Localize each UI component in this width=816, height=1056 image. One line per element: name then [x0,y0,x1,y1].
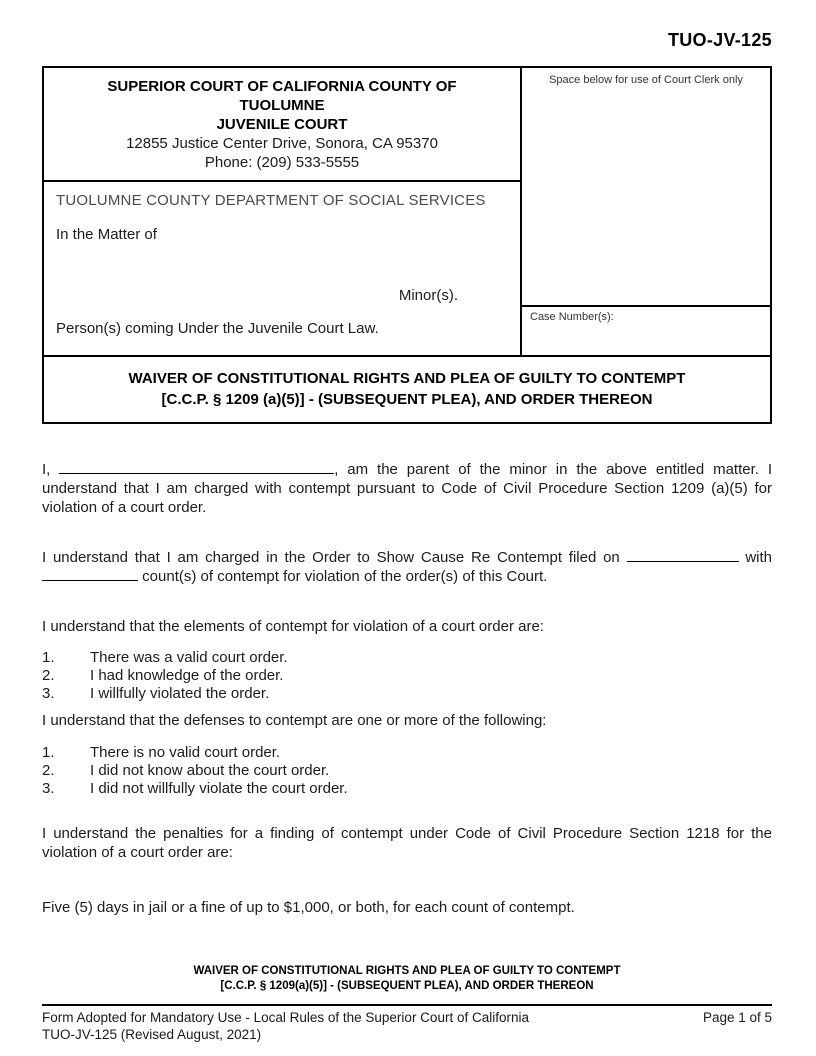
footer-revision-text: TUO-JV-125 (Revised August, 2021) [42,1027,262,1042]
form-body [42,460,772,917]
list-item-number: 1. [42,744,55,761]
penalties-text: Five (5) days in jail or a fine of up to $1,000, or both, for each count of contempt. [42,899,575,916]
caption-box [42,66,772,424]
footer-page-number: Page 1 of 5 [702,1010,772,1025]
elements-list [42,649,772,703]
persons-label: Person(s) coming Under the Juvenile Court Law. [56,320,379,337]
footer-title-line1: WAIVER OF CONSTITUTIONAL RIGHTS AND PLEA OF GUILTY TO CONTEMPT [193,965,621,977]
charge-paragraph [42,460,772,517]
counts-blank[interactable] [42,568,138,581]
defenses-intro: I understand that the defenses to contempt are one or more of the following: [42,712,547,729]
list-item-text: I did not willfully violate the court order. [90,780,348,797]
party-block [44,182,520,355]
footer-row1 [42,1009,772,1026]
court-name-line2: TUOLUMNE [239,97,325,114]
para2-part3: count(s) of contempt for violation of the order(s) of this Court. [142,568,548,585]
filed-date-blank[interactable] [627,549,739,562]
list-item [42,685,772,703]
para1-prefix: I, [42,461,51,478]
list-item [42,667,772,685]
court-address: 12855 Justice Center Drive, Sonora, CA 95370 [126,135,438,152]
form-id: TUO-JV-125 [667,30,772,50]
list-item-text: I had knowledge of the order. [90,667,284,684]
list-item-number: 2. [42,667,55,684]
clerk-space-label: Space below for use of Court Clerk only [549,74,743,86]
list-item-text: I did not know about the court order. [90,762,330,779]
caption-left-column [44,68,522,355]
list-item [42,744,772,762]
para2-part1: I understand that I am charged in the Order to Show Cause Re Contempt filed on [42,549,620,566]
list-item-text: There was a valid court order. [90,649,288,666]
footer-title-line2: [C.C.P. § 1209(a)(5)] - (SUBSEQUENT PLEA), AND ORDER THEREON [220,980,594,992]
list-item-text: There is no valid court order. [90,744,281,761]
form-title [44,355,770,422]
penalties-intro: I understand the penalties for a finding of contempt under Code of Civil Procedure Section 1218 for the violation of a court order are: [42,825,772,861]
form-title-line2: [C.C.P. § 1209 (a)(5)] - (SUBSEQUENT PLEA), AND ORDER THEREON [161,391,653,408]
form-title-line1: WAIVER OF CONSTITUTIONAL RIGHTS AND PLEA OF GUILTY TO CONTEMPT [128,370,686,387]
list-item-number: 2. [42,762,55,779]
list-item-number: 1. [42,649,55,666]
para2-part2: with [745,549,773,566]
court-clerk-space [522,68,770,305]
footer-title [42,964,772,994]
minors-label: Minor(s). [398,287,458,304]
court-name-line1: SUPERIOR COURT OF CALIFORNIA COUNTY OF [107,78,457,95]
case-number-cell [522,305,770,355]
case-number-label: Case Number(s): [530,311,614,323]
court-phone: Phone: (209) 533-5555 [204,154,360,171]
agency-name: TUOLUMNE COUNTY DEPARTMENT OF SOCIAL SERVICES [56,192,486,209]
elements-intro: I understand that the elements of contempt for violation of a court order are: [42,618,544,635]
list-item [42,649,772,667]
court-division: JUVENILE COURT [216,116,348,133]
case-number-field[interactable] [530,323,762,351]
list-item-number: 3. [42,780,55,797]
caption-right-column [522,68,770,355]
list-item-number: 3. [42,685,55,702]
court-header [44,68,520,182]
footer-adoption-text: Form Adopted for Mandatory Use - Local Rules of the Superior Court of California [42,1010,529,1025]
parent-name-blank[interactable] [59,461,334,474]
osc-paragraph [42,548,772,586]
list-item [42,780,772,798]
list-item [42,762,772,780]
page-footer [42,1004,772,1043]
list-item-text: I willfully violated the order. [90,685,270,702]
para1-suffix: , am the parent of the minor in the above entitled matter. I understand that I am charged with contempt pursuant to Code of Civil Procedure Section 1209 (a)(5) for violation of a court order. [42,461,772,516]
in-the-matter-of-label: In the Matter of [56,226,157,243]
defenses-list [42,744,772,798]
